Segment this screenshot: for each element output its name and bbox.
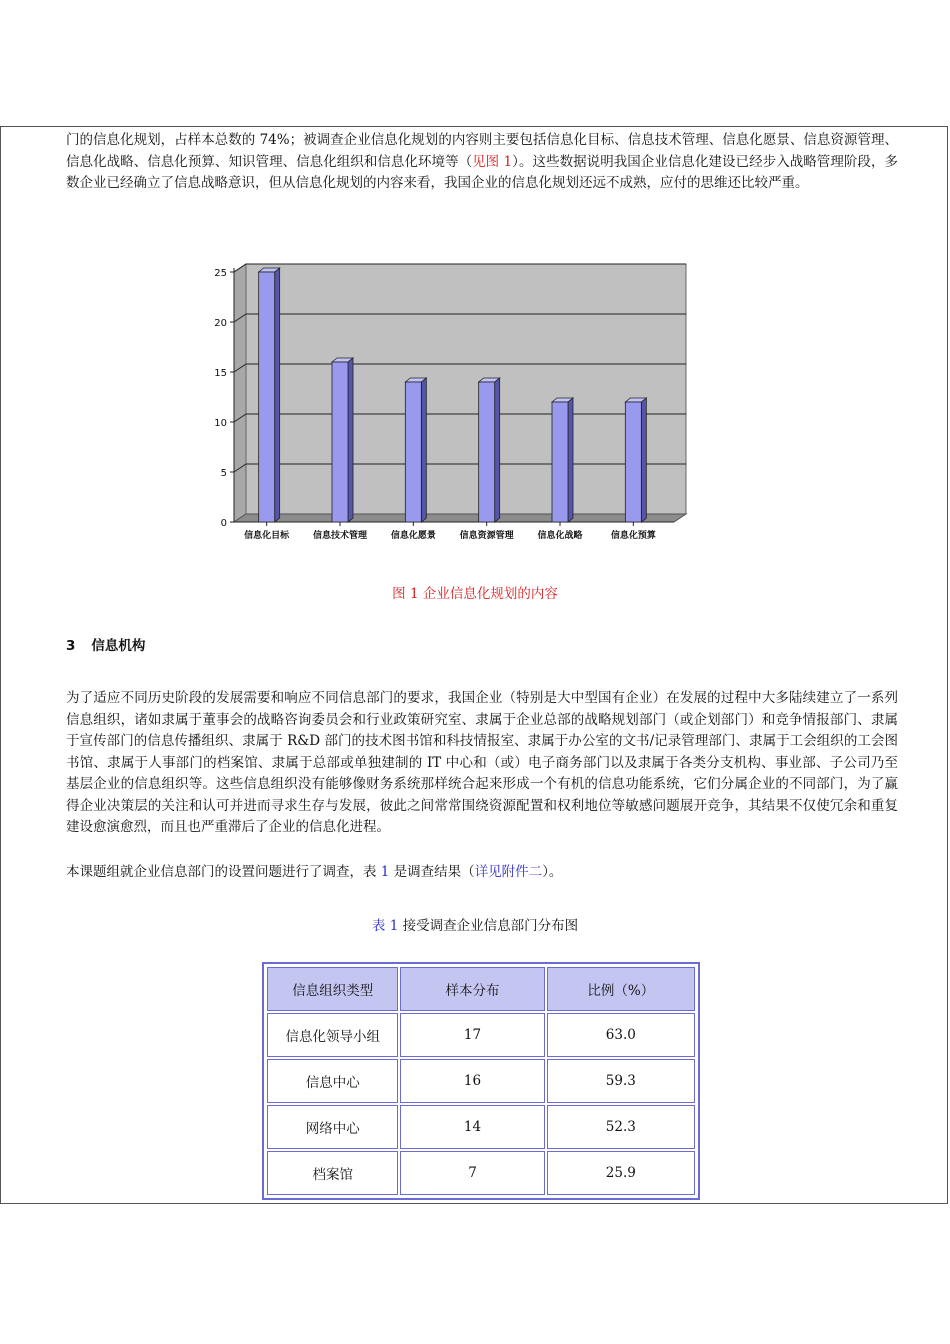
table-row bbox=[267, 1013, 695, 1057]
x-tick-label: 信息化愿景 bbox=[390, 531, 436, 541]
bar-side bbox=[275, 268, 280, 522]
table-row bbox=[267, 1105, 695, 1149]
figure-caption: 图 1 企业信息化规划的内容 bbox=[392, 586, 558, 602]
table-label: 表 1 bbox=[371, 918, 399, 934]
figure-reference-link[interactable]: 见图 1 bbox=[472, 153, 513, 170]
header-cell-count: 样本分布 bbox=[400, 967, 544, 1011]
y-tick-label: 5 bbox=[220, 468, 227, 479]
table-header-row bbox=[267, 967, 695, 1011]
table-cell: 17 bbox=[400, 1013, 544, 1057]
bar-side bbox=[495, 378, 500, 522]
plot-floor bbox=[234, 514, 686, 522]
section-number: 3 bbox=[66, 638, 76, 654]
table-row bbox=[267, 1059, 695, 1103]
bar bbox=[405, 382, 421, 522]
table-row bbox=[267, 1151, 695, 1195]
x-tick-label: 信息化预算 bbox=[610, 531, 656, 541]
bar-chart bbox=[210, 256, 690, 546]
table-cell: 7 bbox=[400, 1151, 544, 1195]
bar bbox=[259, 272, 275, 522]
table-reference[interactable]: 1 bbox=[380, 864, 390, 880]
bar-side bbox=[421, 378, 426, 522]
bar bbox=[625, 402, 641, 522]
table-cell: 14 bbox=[400, 1105, 544, 1149]
survey-table bbox=[265, 965, 697, 1197]
table-cell: 档案馆 bbox=[267, 1151, 398, 1195]
paragraph-text: ）。这些数据说明我国企业信息化建设已经步入战略管理阶段，多数企业已经确立了信息战略意识，但从信息化规划的内容来看，我国企业的信息化规划还远不成熟，应付的思维还比较严重。 bbox=[66, 153, 898, 191]
table-caption bbox=[0, 914, 950, 934]
x-tick-label: 信息化目标 bbox=[244, 531, 290, 541]
plot-side-wall bbox=[234, 264, 246, 522]
table-cell: 网络中心 bbox=[267, 1105, 398, 1149]
bar bbox=[479, 382, 495, 522]
y-tick-label: 0 bbox=[220, 518, 227, 529]
table-cell: 16 bbox=[400, 1059, 544, 1103]
plot-area bbox=[246, 264, 686, 514]
section-heading bbox=[66, 634, 145, 654]
table-caption-text: 接受调查企业信息部门分布图 bbox=[398, 918, 579, 934]
paragraph-text: ）。 bbox=[542, 864, 563, 880]
header-cell-percent: 比例（%） bbox=[547, 967, 695, 1011]
table-cell: 信息化领导小组 bbox=[267, 1013, 398, 1057]
paragraph-planning bbox=[66, 130, 898, 195]
survey-table-wrapper bbox=[262, 962, 700, 1200]
x-tick-label: 信息化战略 bbox=[537, 531, 583, 541]
y-tick-label: 10 bbox=[214, 418, 227, 429]
header-cell-type: 信息组织类型 bbox=[267, 967, 398, 1011]
section-title: 信息机构 bbox=[91, 638, 146, 654]
y-tick-label: 25 bbox=[214, 268, 227, 279]
bar-side bbox=[641, 398, 646, 522]
table-cell: 52.3 bbox=[547, 1105, 695, 1149]
y-tick-label: 20 bbox=[214, 318, 227, 329]
y-tick-label: 15 bbox=[214, 368, 227, 379]
table-cell: 59.3 bbox=[547, 1059, 695, 1103]
paragraph-organizations: 为了适应不同历史阶段的发展需要和响应不同信息部门的要求，我国企业（特别是大中型国有企业）在发展的过程中大多陆续建立了一系列信息组织，诸如隶属于董事会的战略咨询委员会和行业政策研究室、隶属于企业总部的战略规划部门（或企划部门）和竞争情报部门、隶属于宣传部门的信息传播组织、隶属于 R&D 部门的技术图书馆和科技情报室、隶属于办公室的文书/记录管理部门、隶属于工会组织的工会图书馆、隶属于人事部门的档案馆、隶属于总部或单独建制的 IT 中心和（或）电子商务部门以及隶属于各类分支机构、事业部、子公司乃至基层企业的信息组织等。这些信息组织没有能够像财务系统那样统合起来形成一个有机的信息功能系统，它们分属企业的不同部门，为了赢得企业决策层的关注和认可并进而寻求生存与发展，彼此之间常常围绕资源配置和权利地位等敏感问题展开竞争，其结果不仅使冗余和重复建设愈演愈烈，而且也严重滞后了企业的信息化进程。 bbox=[66, 690, 898, 835]
paragraph-survey bbox=[66, 862, 898, 884]
table-cell: 63.0 bbox=[547, 1013, 695, 1057]
appendix-link[interactable]: 详见附件二 bbox=[474, 864, 543, 880]
paragraph-text: 门的信息化规划，占样本总数的 74%；被调查企业信息化规划的内容则主要包括信息化目标、信息技术管理、信息化愿景、信息资源管理、信息化战略、信息化预算、知识管理、信息化组织和信息化环境等（ bbox=[66, 132, 898, 170]
table-cell: 信息中心 bbox=[267, 1059, 398, 1103]
x-tick-label: 信息技术管理 bbox=[312, 531, 368, 541]
table-cell: 25.9 bbox=[547, 1151, 695, 1195]
bar-side bbox=[568, 398, 573, 522]
paragraph-text: 本课题组就企业信息部门的设置问题进行了调查，表 bbox=[66, 864, 381, 880]
bar-side bbox=[348, 358, 353, 522]
bar bbox=[552, 402, 568, 522]
paragraph-text: 是调查结果（ bbox=[389, 864, 475, 880]
bar bbox=[332, 362, 348, 522]
x-tick-label: 信息资源管理 bbox=[459, 531, 514, 541]
